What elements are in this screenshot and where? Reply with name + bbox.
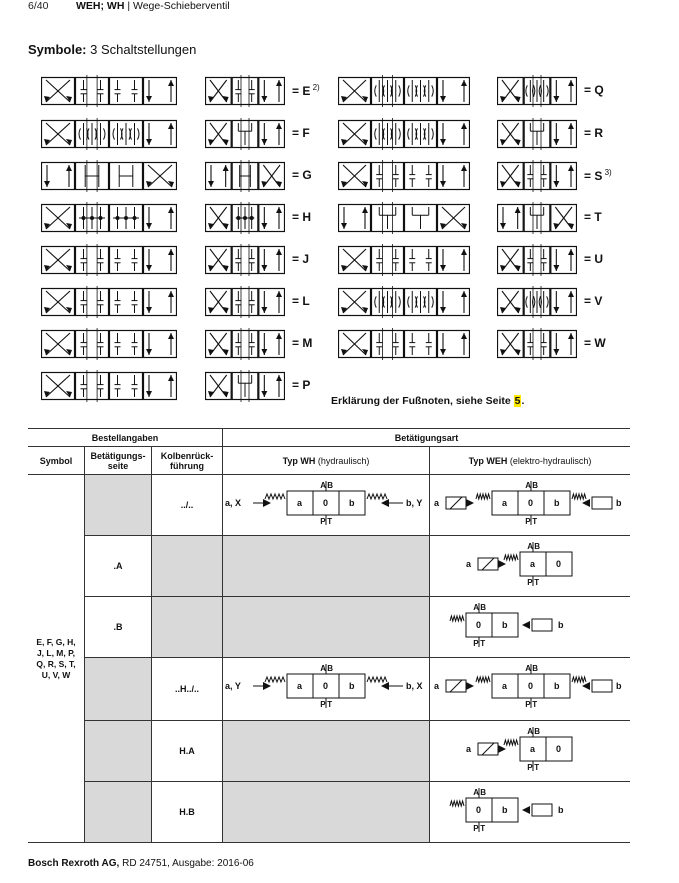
svg-text:B: B: [532, 664, 539, 673]
svg-text:b: b: [502, 805, 508, 815]
header-seite: Betätigungs- seite: [85, 447, 152, 475]
label-text-r: = R: [584, 126, 604, 140]
svg-text:P: P: [527, 578, 533, 587]
symbol-w: [497, 328, 577, 360]
svg-text:T: T: [534, 763, 540, 772]
label-p: [292, 378, 310, 392]
header-betaetigungsart: Betätigungsart: [223, 429, 631, 447]
heading-bold: Symbole:: [28, 42, 87, 57]
label-v: [584, 294, 602, 308]
page-header: [0, 0, 679, 14]
weh-cell-1: [430, 475, 631, 536]
svg-text:b, Y: b, Y: [406, 498, 423, 508]
symbol-ref2-2: [338, 160, 470, 192]
symbol-ref-3: [41, 202, 177, 234]
symbol-ref-2: [41, 160, 177, 192]
label-text-t: = T: [584, 210, 602, 224]
header-typ-weh: [430, 447, 631, 475]
label-text-s: = S: [584, 169, 603, 183]
label-m: [292, 336, 312, 350]
symbol-u: [497, 244, 577, 276]
svg-text:B: B: [534, 727, 541, 736]
label-text-m: = M: [292, 336, 313, 350]
symbol-ref-4: [41, 244, 177, 276]
label-e: [292, 83, 320, 98]
weh-valve-diagram: [430, 536, 630, 594]
seite-cell: [85, 475, 152, 536]
heading-rest: 3 Schaltstellungen: [86, 42, 197, 57]
symbol-ref-0: [41, 75, 177, 107]
svg-text:P: P: [320, 700, 326, 709]
svg-text:a: a: [466, 744, 472, 754]
symbol-r: [497, 118, 577, 150]
svg-text:a, X: a, X: [225, 498, 242, 508]
svg-text:0: 0: [528, 498, 534, 508]
table-header-row-1: [28, 429, 630, 447]
typ-weh-label: Typ WEH: [468, 455, 508, 466]
weh-valve-diagram: [430, 782, 630, 840]
footer-doc-info: RD 24751, Ausgabe: 2016-06: [119, 858, 254, 869]
svg-text:a: a: [434, 498, 440, 508]
svg-text:A: A: [320, 664, 327, 673]
symbol-ref2-0: [338, 75, 470, 107]
label-text-u: = U: [584, 252, 604, 266]
table-row: [28, 721, 630, 782]
svg-text:a: a: [502, 498, 508, 508]
label-text-e: = E: [292, 84, 311, 98]
symbol-h: [205, 202, 285, 234]
table-row: [28, 475, 630, 536]
header-symbol: Symbol: [28, 447, 85, 475]
label-t: [584, 210, 602, 224]
svg-text:b: b: [554, 681, 560, 691]
svg-text:T: T: [327, 700, 333, 709]
table-row: [28, 597, 630, 658]
symbol-s: [497, 160, 577, 192]
svg-text:P: P: [527, 763, 533, 772]
svg-text:a: a: [297, 498, 303, 508]
svg-text:T: T: [532, 517, 538, 526]
symbol-ref-1: [41, 118, 177, 150]
label-f: [292, 126, 310, 140]
seite-cell: .A: [85, 536, 152, 597]
typ-weh-sub: (elektro-hydraulisch): [507, 455, 592, 466]
label-s: [584, 168, 612, 183]
wh-cell-2: [223, 536, 430, 597]
label-j: [292, 252, 309, 266]
symbol-l: [205, 286, 285, 318]
svg-text:T: T: [534, 578, 540, 587]
svg-text:T: T: [480, 639, 486, 648]
weh-cell-3: [430, 597, 631, 658]
weh-valve-diagram: [430, 658, 630, 718]
svg-text:A: A: [473, 788, 480, 797]
label-l: [292, 294, 310, 308]
svg-text:b: b: [558, 805, 564, 815]
label-sup-s: 3): [602, 168, 612, 177]
svg-text:b: b: [349, 681, 355, 691]
kolben-cell: H.A: [152, 721, 223, 782]
label-text-j: = J: [292, 252, 310, 266]
symbol-ref-7: [41, 370, 177, 402]
footnote-page-link[interactable]: 5: [514, 395, 521, 407]
symbol-v: [497, 286, 577, 318]
svg-text:b: b: [616, 498, 622, 508]
table-row: [28, 658, 630, 721]
symbol-f: [205, 118, 285, 150]
svg-text:a: a: [530, 559, 536, 569]
header-product-desc: | Wege-Schieberventil: [124, 0, 230, 12]
symbol-list-cell: E, F, G, H, J, L, M, P, Q, R, S, T, U, V, W: [28, 475, 85, 843]
symbol-m: [205, 328, 285, 360]
label-text-v: = V: [584, 294, 603, 308]
svg-text:T: T: [480, 824, 486, 833]
symbol-ref2-4: [338, 244, 470, 276]
footnote-end: .: [521, 395, 525, 407]
seite-cell: [85, 782, 152, 843]
svg-text:B: B: [480, 603, 487, 612]
svg-text:a: a: [466, 559, 472, 569]
svg-text:a: a: [297, 681, 303, 691]
wh-cell-6: [223, 782, 430, 843]
symbol-ref-5: [41, 286, 177, 318]
wh-valve-diagram: [223, 475, 429, 533]
footnote-text: Erklärung der Fußnoten, siehe Seite: [331, 395, 514, 407]
svg-text:P: P: [473, 824, 479, 833]
label-w: [584, 336, 606, 350]
section-heading: [28, 42, 196, 57]
label-g: [292, 168, 312, 182]
wh-cell-1: [223, 475, 430, 536]
svg-text:0: 0: [323, 681, 329, 691]
svg-text:B: B: [532, 481, 539, 490]
kolben-cell: [152, 597, 223, 658]
svg-text:0: 0: [476, 805, 482, 815]
ordering-table: [28, 428, 630, 843]
symbol-ref2-6: [338, 328, 470, 360]
symbol-t: [497, 202, 577, 234]
symbol-g: [205, 160, 285, 192]
wh-cell-3: [223, 597, 430, 658]
svg-text:B: B: [327, 664, 334, 673]
svg-text:b: b: [558, 620, 564, 630]
kolben-cell: ../..: [152, 475, 223, 536]
table-row: [28, 782, 630, 843]
kolben-cell: [152, 536, 223, 597]
svg-text:P: P: [525, 700, 531, 709]
label-text-q: = Q: [584, 83, 604, 97]
svg-text:B: B: [327, 481, 334, 490]
svg-text:b: b: [616, 681, 622, 691]
svg-text:0: 0: [476, 620, 482, 630]
svg-text:P: P: [525, 517, 531, 526]
header-kolben: Kolbenrück- führung: [152, 447, 223, 475]
label-text-p: = P: [292, 378, 311, 392]
label-text-g: = G: [292, 168, 312, 182]
svg-text:b: b: [502, 620, 508, 630]
wh-valve-diagram: [223, 658, 429, 718]
svg-text:a: a: [530, 744, 536, 754]
svg-text:P: P: [320, 517, 326, 526]
label-sup-e: 2): [310, 83, 320, 92]
svg-text:0: 0: [323, 498, 329, 508]
typ-wh-sub: (hydraulisch): [315, 455, 370, 466]
symbol-ref-6: [41, 328, 177, 360]
weh-valve-diagram: [430, 721, 630, 779]
svg-text:0: 0: [528, 681, 534, 691]
label-text-h: = H: [292, 210, 312, 224]
label-u: [584, 252, 603, 266]
label-text-f: = F: [292, 126, 310, 140]
svg-text:A: A: [527, 542, 534, 551]
svg-text:A: A: [525, 664, 532, 673]
svg-text:A: A: [525, 481, 532, 490]
header-typ-wh: [223, 447, 430, 475]
svg-text:T: T: [532, 700, 538, 709]
symbol-q: [497, 75, 577, 107]
svg-text:A: A: [527, 727, 534, 736]
svg-text:a: a: [434, 681, 440, 691]
wh-cell-4: [223, 658, 430, 721]
seite-cell: [85, 721, 152, 782]
svg-text:b, X: b, X: [406, 681, 423, 691]
seite-cell: .B: [85, 597, 152, 658]
svg-text:P: P: [473, 639, 479, 648]
header-title: [76, 0, 230, 12]
wh-cell-5: [223, 721, 430, 782]
weh-cell-5: [430, 721, 631, 782]
symbol-p: [205, 370, 285, 402]
label-q: [584, 83, 604, 97]
weh-valve-diagram: [430, 475, 630, 533]
weh-cell-2: [430, 536, 631, 597]
svg-text:b: b: [554, 498, 560, 508]
svg-text:0: 0: [556, 559, 562, 569]
weh-cell-4: [430, 658, 631, 721]
footer-company: Bosch Rexroth AG,: [28, 858, 120, 869]
symbol-j: [205, 244, 285, 276]
table-row: [28, 536, 630, 597]
svg-text:0: 0: [556, 744, 562, 754]
label-text-w: = W: [584, 336, 606, 350]
svg-text:A: A: [473, 603, 480, 612]
kolben-cell: H.B: [152, 782, 223, 843]
symbol-e: [205, 75, 285, 107]
svg-text:a, Y: a, Y: [225, 681, 241, 691]
label-text-l: = L: [292, 294, 310, 308]
header-bestellangaben: Bestellangaben: [28, 429, 223, 447]
weh-valve-diagram: [430, 597, 630, 655]
svg-text:b: b: [349, 498, 355, 508]
table-header-row-2: [28, 447, 630, 475]
page-footer: [28, 858, 254, 869]
label-r: [584, 126, 603, 140]
svg-text:T: T: [327, 517, 333, 526]
svg-text:A: A: [320, 481, 327, 490]
symbol-ref2-3: [338, 202, 470, 234]
symbol-ref2-5: [338, 286, 470, 318]
weh-cell-6: [430, 782, 631, 843]
header-product: WEH; WH: [76, 0, 125, 12]
label-h: [292, 210, 311, 224]
footnote-reference: [331, 395, 524, 407]
kolben-cell: ..H../..: [152, 658, 223, 721]
seite-cell: [85, 658, 152, 721]
svg-text:B: B: [534, 542, 541, 551]
typ-wh-label: Typ WH: [282, 455, 316, 466]
symbol-ref2-1: [338, 118, 470, 150]
page-number: 6/40: [28, 0, 49, 12]
svg-text:a: a: [502, 681, 508, 691]
svg-text:B: B: [480, 788, 487, 797]
